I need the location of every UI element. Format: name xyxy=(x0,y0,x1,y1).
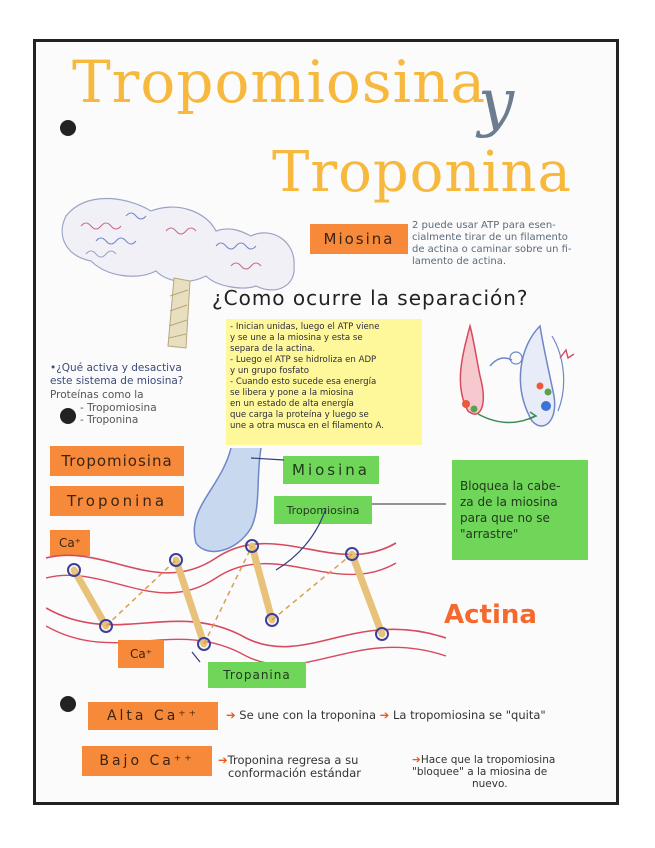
calcium-label-box-1: Ca⁺ xyxy=(50,530,90,556)
bajo-step-1b: conformación estándar xyxy=(228,766,361,780)
yellow-note-line: - Cuando esto sucede esa energía xyxy=(230,377,377,387)
miosina-note-line-3: de actina o caminar sobre un fi- xyxy=(412,244,572,255)
yellow-note-line: y se une a la miosina y esta se xyxy=(230,333,363,343)
miosina-green-box: Miosina xyxy=(283,456,379,484)
arrow-icon: ➔ xyxy=(412,754,421,766)
yellow-note-line: en un estado de alta energía xyxy=(230,399,354,409)
side-question-line: - Troponina xyxy=(80,414,139,426)
miosina-note-line-4: lamento de actina. xyxy=(412,256,507,267)
yellow-sticky-note xyxy=(226,319,422,445)
miosina-label-box: Miosina xyxy=(310,224,408,254)
bloquea-line: "arrastre" xyxy=(460,527,519,541)
bajo-step-1-block xyxy=(218,754,361,780)
actin-filament-diagram xyxy=(46,448,446,678)
miosina-note-line-1: 2 puede usar ATP para esen- xyxy=(412,220,556,231)
arrow-icon: ➔ xyxy=(226,708,236,722)
bajo-calcium-box: Bajo Ca⁺⁺ xyxy=(82,746,212,776)
bloquea-line: Bloquea la cabe- xyxy=(460,479,561,493)
tropomiosina-green-box: Tropomiosina xyxy=(274,496,372,524)
yellow-note-line: - Luego el ATP se hidroliza en ADP xyxy=(230,355,377,365)
title-line-1: Tropomiosina xyxy=(72,48,487,116)
yellow-note-line: que carga la proteína y luego se xyxy=(230,410,369,420)
actina-label: Actina xyxy=(444,600,537,630)
side-question-line: Proteínas como la xyxy=(50,389,144,401)
bajo-step-1a: Troponina regresa a su xyxy=(227,753,359,767)
title-connector: y xyxy=(478,66,515,140)
alta-step-1: Se une con la troponina xyxy=(239,708,377,722)
myosin-head-diagram xyxy=(440,316,590,436)
binder-hole-top xyxy=(60,120,76,136)
arrow-icon: ➔ xyxy=(218,753,228,767)
side-question-line: - Tropomiosina xyxy=(80,401,157,414)
tropomiosina-label-box: Tropomiosina xyxy=(50,446,184,476)
bajo-step-2b: "bloquee" a la miosina de xyxy=(412,766,548,778)
yellow-note-line: y un grupo fosfato xyxy=(230,366,310,376)
arrow-icon: ➔ xyxy=(379,708,390,722)
yellow-note-line: une a otra musca en el filamento A. xyxy=(230,421,384,431)
troponina-label-box: Troponina xyxy=(50,486,184,516)
side-question-line: este sistema de miosina? xyxy=(50,374,184,387)
separation-question: ¿Como ocurre la separación? xyxy=(212,286,529,310)
bloquea-line: za de la miosina xyxy=(460,495,558,509)
tropanina-green-box: Tropanina xyxy=(208,662,306,688)
yellow-note-line: se libera y pone a la miosina xyxy=(230,388,354,398)
bajo-step-2a: Hace que la tropomiosina xyxy=(420,754,556,766)
bloquea-line: para que no se xyxy=(460,511,550,525)
yellow-note-line: - Inician unidas, luego el ATP viene xyxy=(230,322,380,332)
side-question-block xyxy=(50,362,183,427)
bajo-step-2c: nuevo. xyxy=(472,778,508,790)
binder-hole-bottom xyxy=(60,696,76,712)
alta-step-2: La tropomiosina se "quita" xyxy=(392,708,546,722)
side-question-line: •¿Qué activa y desactiva xyxy=(50,362,182,374)
calcium-label-box-2: Ca⁺ xyxy=(118,640,164,668)
title-line-2: Troponina xyxy=(272,140,572,205)
yellow-note-line: separa de la actina. xyxy=(230,344,316,354)
miosina-note-line-2: cialmente tirar de un filamento xyxy=(412,232,568,243)
bajo-step-2-block xyxy=(412,754,555,790)
alta-calcium-box: Alta Ca⁺⁺ xyxy=(88,702,218,730)
alta-step-row xyxy=(226,708,546,722)
bloquea-green-note xyxy=(452,460,588,560)
